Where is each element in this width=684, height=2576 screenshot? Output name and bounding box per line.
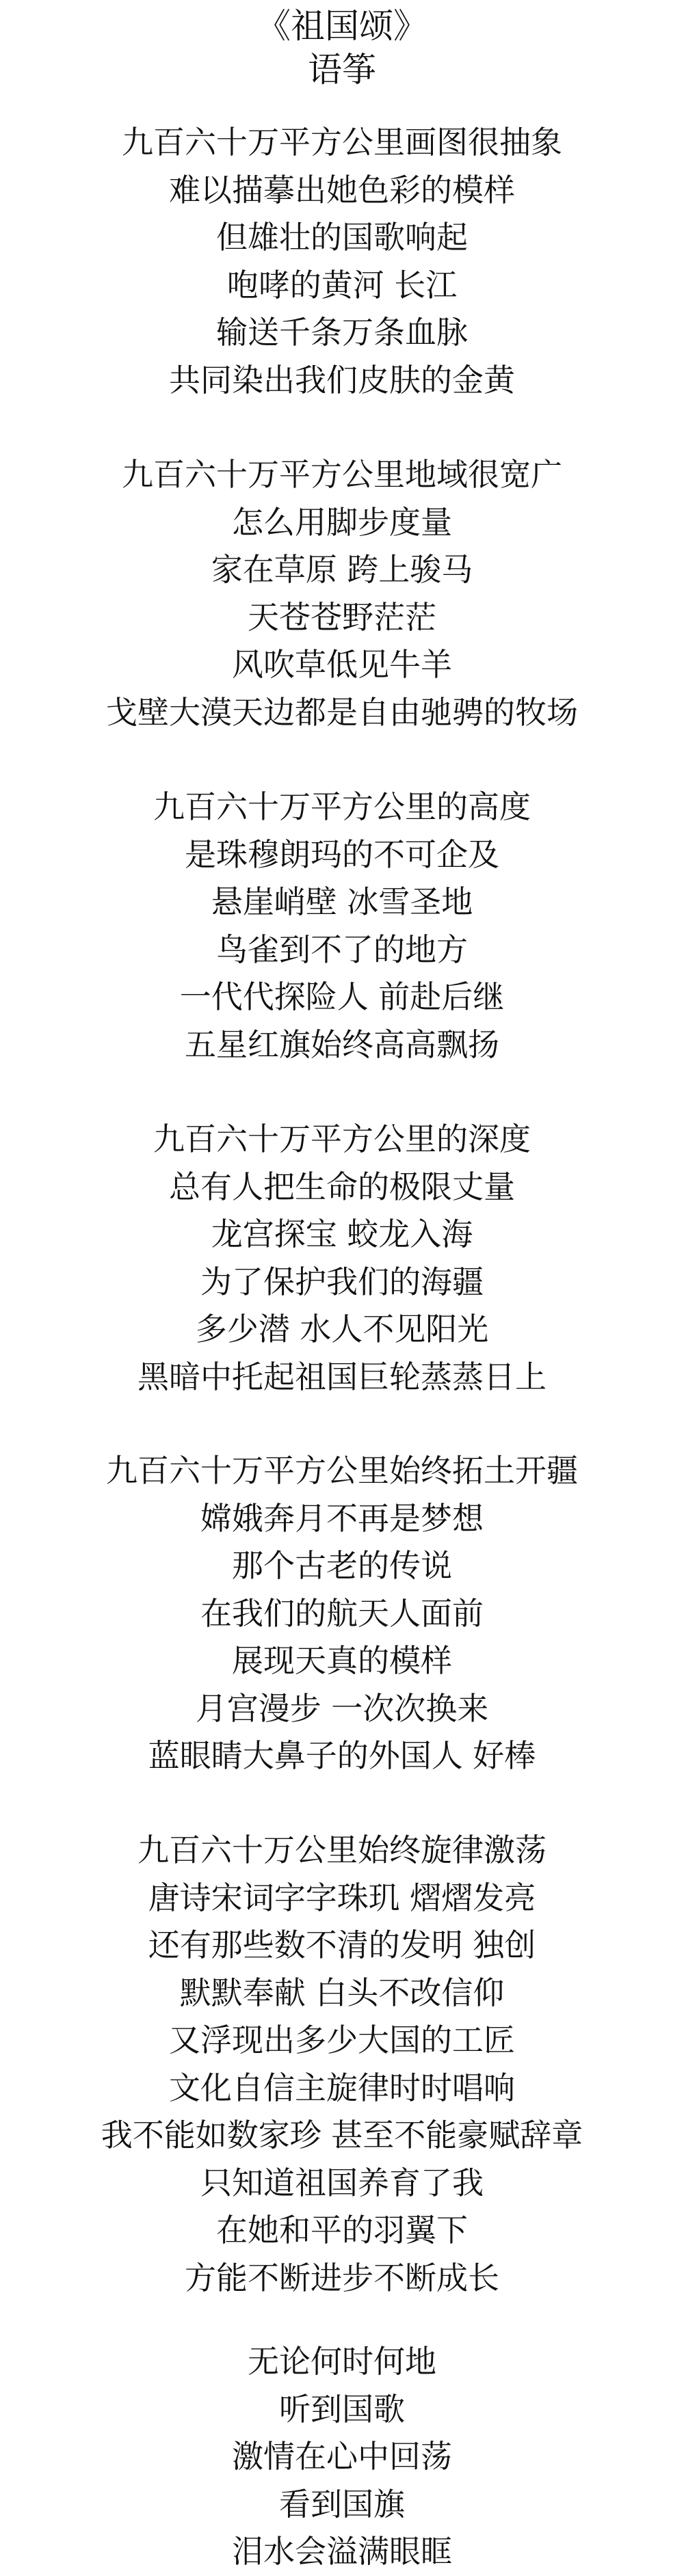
poem-line: 输送千条万条血脉 <box>216 314 468 351</box>
poem-line: 是珠穆朗玛的不可企及 <box>185 835 499 873</box>
poem-line: 无论何时何地 <box>248 2343 436 2380</box>
poem-line: 唐诗宋词字字珠玑 熠熠发亮 <box>148 1879 536 1916</box>
poem-line: 看到国旗 <box>279 2485 405 2523</box>
poem-line: 在我们的航天人面前 <box>200 1594 484 1632</box>
poem-line: 激情在心中回荡 <box>232 2438 452 2475</box>
poem-line: 总有人把生命的极限丈量 <box>169 1168 515 1205</box>
poem-title: 《祖国颂》 <box>256 6 428 46</box>
poem-author: 语筝 <box>308 50 376 90</box>
poem-line: 方能不断进步不断成长 <box>185 2259 499 2296</box>
stanza-2 <box>0 451 684 736</box>
poem-line: 家在草原 跨上骏马 <box>211 551 473 588</box>
poem-line: 龙宫探宝 蛟龙入海 <box>211 1216 473 1252</box>
poem-line: 那个古老的传说 <box>232 1547 452 1584</box>
poem-line: 九百六十万公里始终旋律激荡 <box>137 1832 547 1868</box>
poem-line: 戈壁大漠天边都是自由驰骋的牧场 <box>106 693 578 731</box>
stanza-4 <box>0 1116 684 1401</box>
poem-line: 黑暗中托起祖国巨轮蒸蒸日上 <box>137 1358 547 1395</box>
poem-line: 九百六十万平方公里画图很抽象 <box>122 124 562 161</box>
poem-line: 一代代探险人 前赴后继 <box>179 978 505 1015</box>
poem-line: 天苍苍野茫茫 <box>248 598 436 636</box>
poem-line: 九百六十万平方公里的深度 <box>153 1121 531 1157</box>
poem-line: 默默奉献 白头不改信仰 <box>179 1974 505 2011</box>
poem-line: 共同染出我们皮肤的金黄 <box>169 361 515 399</box>
poem-line: 多少潜 水人不见阳光 <box>195 1311 489 1347</box>
poem-line: 月宫漫步 一次次换来 <box>195 1689 489 1727</box>
poem-line: 又浮现出多少大国的工匠 <box>169 2022 515 2058</box>
stanza-1 <box>0 119 684 404</box>
poem-line: 九百六十万平方公里地域很宽广 <box>122 456 562 493</box>
poem-line: 悬崖峭壁 冰雪圣地 <box>211 883 473 920</box>
poem-line: 九百六十万平方公里始终拓土开疆 <box>106 1452 578 1489</box>
poem-line: 泪水会溢满眼眶 <box>232 2533 452 2570</box>
stanza-3 <box>0 783 684 1069</box>
poem-line: 只知道祖国养育了我 <box>200 2164 484 2201</box>
poem-line: 展现天真的模样 <box>232 1642 452 1679</box>
poem-line: 九百六十万平方公里的高度 <box>153 788 531 825</box>
poem-line: 风吹草低见牛羊 <box>232 646 452 683</box>
poem-line: 五星红旗始终高高飘扬 <box>185 1025 499 1063</box>
poem-line: 但雄壮的国歌响起 <box>216 219 468 256</box>
poem-line: 为了保护我们的海疆 <box>200 1263 484 1300</box>
poem-line: 难以描摹出她色彩的模样 <box>169 171 515 209</box>
poem-line: 听到国歌 <box>279 2390 405 2428</box>
poem-line: 鸟雀到不了的地方 <box>216 930 468 968</box>
poem-line: 嫦娥奔月不再是梦想 <box>200 1499 484 1537</box>
stanza-5 <box>0 1447 684 1780</box>
poem-line: 怎么用脚步度量 <box>232 503 452 541</box>
poem-line: 还有那些数不清的发明 独创 <box>148 1927 536 1963</box>
poem-line: 咆哮的黄河 长江 <box>226 266 458 304</box>
poem-line: 文化自信主旋律时时唱响 <box>169 2069 515 2106</box>
stanza-7 <box>0 2338 684 2576</box>
poem-line: 我不能如数家珍 甚至不能豪赋辞章 <box>101 2117 583 2154</box>
stanza-6 <box>0 1827 684 2302</box>
poem-line: 在她和平的羽翼下 <box>216 2212 468 2249</box>
poem-line: 蓝眼睛大鼻子的外国人 好棒 <box>148 1737 536 1774</box>
